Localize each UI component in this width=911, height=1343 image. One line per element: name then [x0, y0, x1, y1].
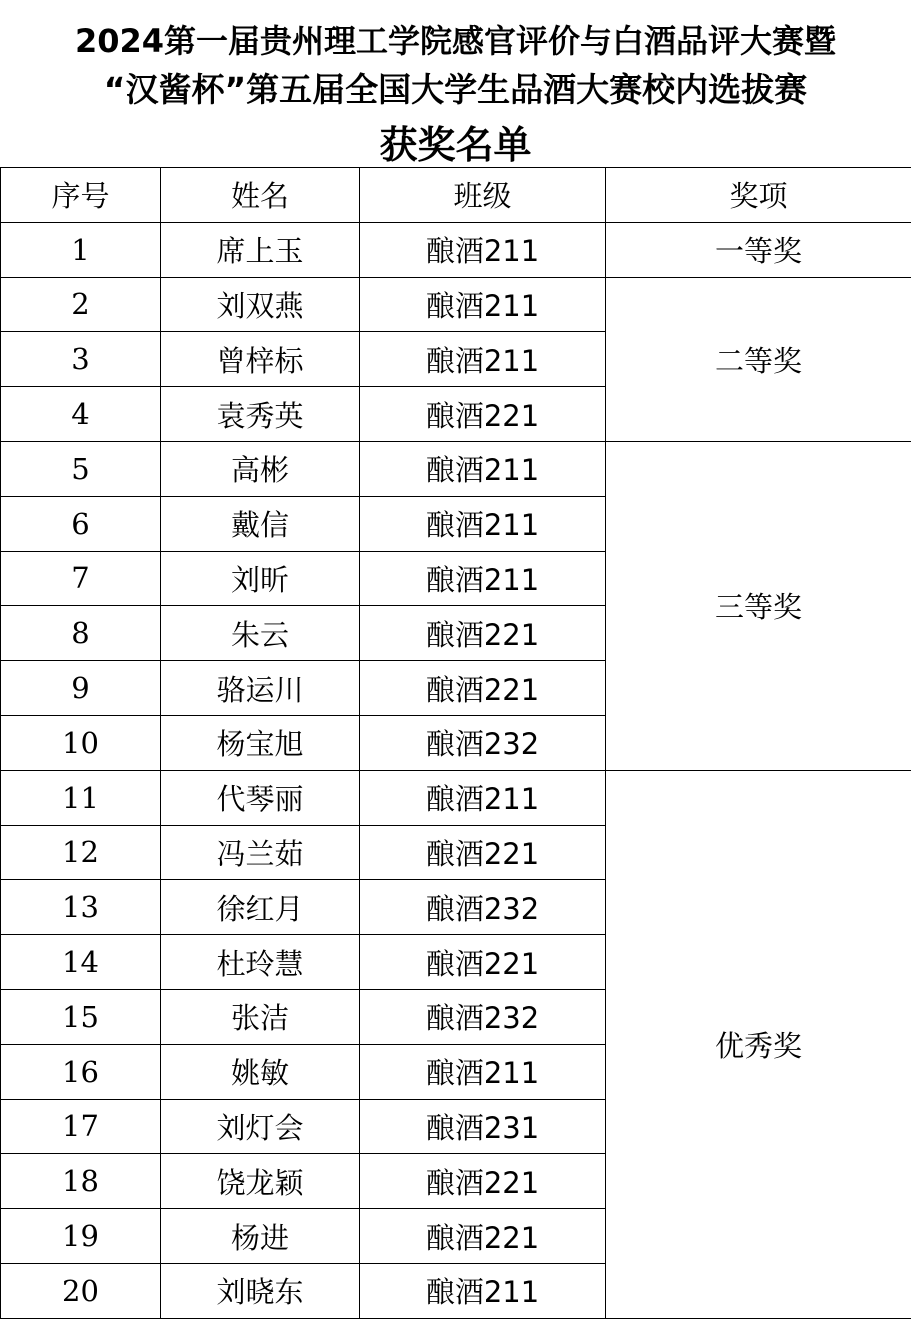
cell-seq: 5	[1, 441, 161, 496]
cell-name: 骆运川	[161, 661, 360, 716]
cell-seq: 12	[1, 825, 161, 880]
cell-name: 高彬	[161, 441, 360, 496]
cell-class: 酿酒232	[360, 989, 606, 1044]
cell-name: 冯兰茹	[161, 825, 360, 880]
cell-seq: 8	[1, 606, 161, 661]
cell-name: 袁秀英	[161, 387, 360, 442]
cell-seq: 9	[1, 661, 161, 716]
table-row	[1, 770, 911, 825]
table-body	[1, 222, 911, 1318]
column-header-seq: 序号	[1, 168, 161, 223]
cell-name: 刘灯会	[161, 1099, 360, 1154]
cell-class: 酿酒211	[360, 551, 606, 606]
cell-seq: 3	[1, 332, 161, 387]
cell-class: 酿酒221	[360, 1209, 606, 1264]
cell-name: 张洁	[161, 989, 360, 1044]
cell-class: 酿酒221	[360, 661, 606, 716]
cell-seq: 2	[1, 277, 161, 332]
cell-seq: 1	[1, 222, 161, 277]
cell-class: 酿酒232	[360, 715, 606, 770]
cell-award: 三等奖	[606, 441, 911, 770]
cell-class: 酿酒221	[360, 1154, 606, 1209]
cell-name: 杨宝旭	[161, 715, 360, 770]
cell-seq: 14	[1, 935, 161, 990]
cell-name: 姚敏	[161, 1044, 360, 1099]
title-line-3: 获奖名单	[379, 123, 532, 167]
cell-class: 酿酒221	[360, 935, 606, 990]
cell-seq: 18	[1, 1154, 161, 1209]
cell-name: 刘双燕	[161, 277, 360, 332]
cell-class: 酿酒211	[360, 222, 606, 277]
cell-class: 酿酒221	[360, 825, 606, 880]
title-line-1: 2024第一届贵州理工学院感官评价与白酒品评大赛暨	[74, 22, 837, 60]
cell-class: 酿酒211	[360, 332, 606, 387]
cell-class: 酿酒232	[360, 880, 606, 935]
cell-seq: 19	[1, 1209, 161, 1264]
cell-seq: 15	[1, 989, 161, 1044]
cell-class: 酿酒211	[360, 496, 606, 551]
cell-award: 优秀奖	[606, 770, 911, 1318]
cell-award: 一等奖	[606, 222, 911, 277]
cell-seq: 16	[1, 1044, 161, 1099]
table-row	[1, 277, 911, 332]
cell-name: 曾梓标	[161, 332, 360, 387]
cell-seq: 13	[1, 880, 161, 935]
column-header-class: 班级	[360, 168, 606, 223]
title-line-2: “汉酱杯”第五届全国大学生品酒大赛校内选拔赛	[103, 70, 808, 109]
cell-class: 酿酒211	[360, 277, 606, 332]
cell-class: 酿酒231	[360, 1099, 606, 1154]
cell-name: 饶龙颖	[161, 1154, 360, 1209]
cell-name: 刘昕	[161, 551, 360, 606]
cell-name: 刘晓东	[161, 1263, 360, 1318]
cell-name: 杜玲慧	[161, 935, 360, 990]
cell-class: 酿酒221	[360, 606, 606, 661]
cell-seq: 17	[1, 1099, 161, 1154]
cell-class: 酿酒211	[360, 1044, 606, 1099]
cell-name: 戴信	[161, 496, 360, 551]
cell-seq: 11	[1, 770, 161, 825]
column-header-award: 奖项	[606, 168, 911, 223]
cell-seq: 4	[1, 387, 161, 442]
cell-seq: 20	[1, 1263, 161, 1318]
cell-name: 杨进	[161, 1209, 360, 1264]
cell-award: 二等奖	[606, 277, 911, 441]
cell-name: 代琴丽	[161, 770, 360, 825]
cell-class: 酿酒221	[360, 387, 606, 442]
cell-seq: 6	[1, 496, 161, 551]
cell-class: 酿酒211	[360, 441, 606, 496]
cell-name: 徐红月	[161, 880, 360, 935]
table-row	[1, 222, 911, 277]
table-header-row	[1, 168, 911, 223]
cell-seq: 7	[1, 551, 161, 606]
cell-name: 朱云	[161, 606, 360, 661]
award-table	[0, 167, 911, 1319]
cell-class: 酿酒211	[360, 770, 606, 825]
cell-class: 酿酒211	[360, 1263, 606, 1318]
cell-name: 席上玉	[161, 222, 360, 277]
cell-seq: 10	[1, 715, 161, 770]
table-row	[1, 441, 911, 496]
column-header-name: 姓名	[161, 168, 360, 223]
